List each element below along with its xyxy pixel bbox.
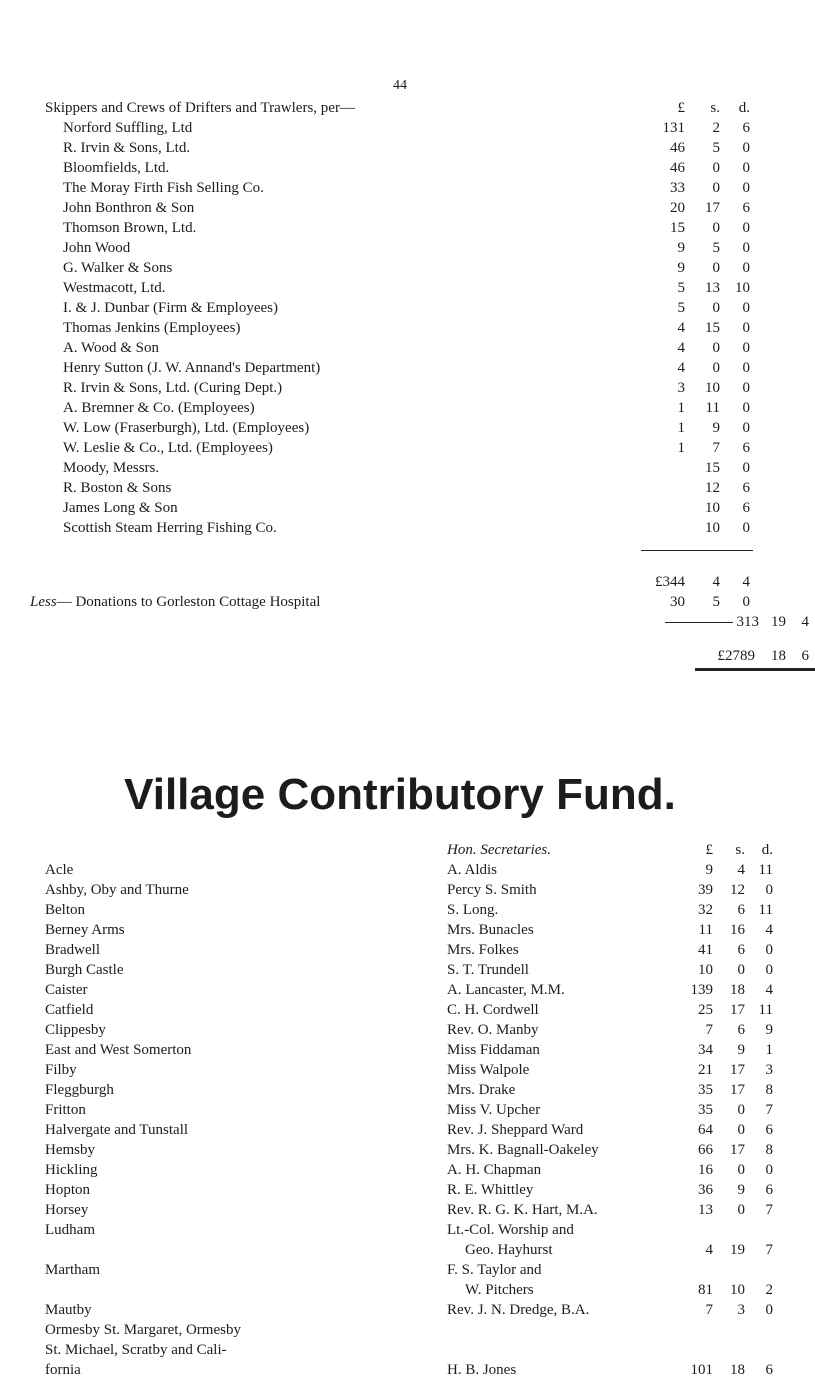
entry-pence: 0 <box>742 140 750 156</box>
amount-pence: 11 <box>758 902 773 918</box>
entry-pence: 0 <box>742 520 750 536</box>
net-pounds: 313 <box>736 614 759 630</box>
skippers-heading: Skippers and Crews of Drifters and Trawlers, per— <box>45 100 355 116</box>
table-row <box>45 1040 775 1060</box>
less-pounds: 30 <box>670 594 685 610</box>
amount-pence: 9 <box>765 1022 773 1038</box>
skippers-heading-row <box>45 98 765 118</box>
entry-name: John Bonthron & Son <box>63 200 195 216</box>
table-row <box>45 1300 775 1320</box>
table-row <box>45 900 775 920</box>
secretary-name: Mrs. K. Bagnall-Oakeley <box>447 1142 599 1158</box>
table-row <box>45 1260 775 1280</box>
entry-name: R. Irvin & Sons, Ltd. (Curing Dept.) <box>63 380 283 396</box>
table-row <box>45 920 775 940</box>
amount-pounds: 36 <box>698 1182 713 1198</box>
amount-pounds: 66 <box>698 1142 713 1158</box>
amount-pence: 0 <box>765 1302 773 1318</box>
amount-pounds: 7 <box>705 1302 713 1318</box>
secretary-name: Mrs. Bunacles <box>447 922 534 938</box>
amount-shillings: 19 <box>730 1242 745 1258</box>
table-row <box>45 1180 775 1200</box>
less-row <box>30 592 765 612</box>
amount-pounds: 139 <box>690 982 713 998</box>
pounds-header: £ <box>677 100 685 116</box>
amount-shillings: 6 <box>737 1022 745 1038</box>
table-row <box>45 1200 775 1220</box>
amount-shillings: 18 <box>730 982 745 998</box>
amount-shillings: 17 <box>730 1062 745 1078</box>
net-pence: 4 <box>801 614 809 630</box>
entry-shillings: 0 <box>712 220 720 236</box>
amount-pence: 4 <box>765 922 773 938</box>
amount-pounds: 7 <box>705 1022 713 1038</box>
table-row <box>45 138 765 158</box>
table-row <box>45 118 765 138</box>
amount-pounds: 64 <box>698 1122 713 1138</box>
table-row <box>45 518 765 538</box>
entry-shillings: 13 <box>705 280 720 296</box>
entry-shillings: 10 <box>705 500 720 516</box>
amount-shillings: 12 <box>730 882 745 898</box>
entry-pence: 0 <box>742 460 750 476</box>
grand-total-pence: 6 <box>801 648 809 664</box>
table-row-continuation <box>45 1240 775 1260</box>
amount-pounds: 21 <box>698 1062 713 1078</box>
amount-pence: 8 <box>765 1082 773 1098</box>
entry-pounds: 33 <box>670 180 685 196</box>
subtotal-row <box>45 572 765 592</box>
amount-shillings: 0 <box>737 1102 745 1118</box>
entry-shillings: 7 <box>712 440 720 456</box>
entry-pence: 0 <box>742 340 750 356</box>
table-row <box>45 298 765 318</box>
entry-pence: 0 <box>742 160 750 176</box>
table-row <box>45 418 765 438</box>
table-row <box>45 218 765 238</box>
entry-pence: 6 <box>742 120 750 136</box>
amount-pounds: 32 <box>698 902 713 918</box>
subtotal-pence: 4 <box>742 574 750 590</box>
entry-pence: 0 <box>742 360 750 376</box>
table-row <box>45 158 765 178</box>
entry-name: James Long & Son <box>63 500 178 516</box>
entry-pounds: 20 <box>670 200 685 216</box>
amount-pence: 2 <box>765 1282 773 1298</box>
secretary-name: S. Long. <box>447 902 499 918</box>
table-row <box>45 980 775 1000</box>
amount-pence: 11 <box>758 1002 773 1018</box>
entry-pounds: 9 <box>677 240 685 256</box>
village-name: Filby <box>45 1062 77 1078</box>
table-row <box>45 358 765 378</box>
amount-shillings: 3 <box>737 1302 745 1318</box>
table-row <box>45 1060 775 1080</box>
table-row <box>45 960 775 980</box>
entry-name: Thomas Jenkins (Employees) <box>63 320 241 336</box>
entry-shillings: 9 <box>712 420 720 436</box>
secretary-name: Rev. J. Sheppard Ward <box>447 1122 584 1138</box>
fund-pence-header: d. <box>761 842 773 858</box>
table-row <box>45 1320 775 1340</box>
net-shillings: 19 <box>771 614 786 630</box>
secretary-name: Miss Walpole <box>447 1062 530 1078</box>
entry-shillings: 10 <box>705 520 720 536</box>
village-name: Halvergate and Tunstall <box>45 1122 189 1138</box>
village-name: Hopton <box>45 1182 90 1198</box>
entry-pounds: 1 <box>677 420 685 436</box>
entry-pence: 6 <box>742 500 750 516</box>
grand-total-underline <box>695 668 815 671</box>
amount-shillings: 17 <box>730 1142 745 1158</box>
secretary-name: Geo. Hayhurst <box>465 1242 553 1258</box>
village-name: Hemsby <box>45 1142 95 1158</box>
village-name: East and West Somerton <box>45 1042 192 1058</box>
table-row <box>45 1140 775 1160</box>
subtotal-shillings: 4 <box>712 574 720 590</box>
amount-shillings: 4 <box>737 862 745 878</box>
entry-pence: 0 <box>742 400 750 416</box>
table-row <box>45 318 765 338</box>
table-row <box>45 498 765 518</box>
amount-shillings: 18 <box>730 1362 745 1378</box>
less-line <box>30 592 320 612</box>
subtotal-pounds: £344 <box>655 574 685 590</box>
entry-shillings: 5 <box>712 140 720 156</box>
entry-pounds: 4 <box>677 360 685 376</box>
table-row <box>45 940 775 960</box>
entry-name: Henry Sutton (J. W. Annand's Department) <box>63 360 321 376</box>
amount-shillings: 16 <box>730 922 745 938</box>
amount-pence: 6 <box>765 1122 773 1138</box>
net-dash-rule <box>665 622 733 623</box>
amount-pounds: 13 <box>698 1202 713 1218</box>
entry-pounds: 4 <box>677 340 685 356</box>
entry-pence: 0 <box>742 180 750 196</box>
entry-name: Scottish Steam Herring Fishing Co. <box>63 520 277 536</box>
fund-title: Village Contributory Fund. <box>124 770 676 819</box>
entry-name: R. Boston & Sons <box>63 480 172 496</box>
village-name: Fleggburgh <box>45 1082 114 1098</box>
entry-name: John Wood <box>63 240 131 256</box>
grand-total-row <box>45 646 809 666</box>
entry-pence: 6 <box>742 200 750 216</box>
secretary-name: Rev. O. Manby <box>447 1022 539 1038</box>
entry-name: G. Walker & Sons <box>63 260 173 276</box>
amount-shillings: 6 <box>737 942 745 958</box>
secretary-name: C. H. Cordwell <box>447 1002 539 1018</box>
entry-pounds: 1 <box>677 400 685 416</box>
secretary-name: Rev. R. G. K. Hart, M.A. <box>447 1202 598 1218</box>
table-row <box>45 178 765 198</box>
secretary-name: A. H. Chapman <box>447 1162 542 1178</box>
fund-pounds-header: £ <box>705 842 713 858</box>
village-name: fornia <box>45 1362 81 1378</box>
table-row <box>45 278 765 298</box>
secretary-name: A. Lancaster, M.M. <box>447 982 565 998</box>
amount-pence: 11 <box>758 862 773 878</box>
secretary-name: A. Aldis <box>447 862 498 878</box>
secretary-name: Rev. J. N. Dredge, B.A. <box>447 1302 590 1318</box>
amount-pounds: 81 <box>698 1282 713 1298</box>
village-name: Martham <box>45 1262 100 1278</box>
entry-name: I. & J. Dunbar (Firm & Employees) <box>63 300 278 316</box>
amount-pounds: 25 <box>698 1002 713 1018</box>
grand-total-pounds: £2789 <box>717 648 755 664</box>
amount-shillings: 9 <box>737 1042 745 1058</box>
entry-name: Westmacott, Ltd. <box>63 280 166 296</box>
entry-shillings: 12 <box>705 480 720 496</box>
grand-total-shillings: 18 <box>771 648 786 664</box>
amount-pounds: 34 <box>698 1042 713 1058</box>
amount-shillings: 9 <box>737 1182 745 1198</box>
entry-shillings: 0 <box>712 160 720 176</box>
table-row-continuation <box>45 1280 775 1300</box>
secretary-name: Mrs. Folkes <box>447 942 519 958</box>
secretary-name: S. T. Trundell <box>447 962 529 978</box>
entry-name: Moody, Messrs. <box>63 460 160 476</box>
entry-pence: 0 <box>742 260 750 276</box>
amount-pounds: 9 <box>705 862 713 878</box>
amount-shillings: 6 <box>737 902 745 918</box>
entry-pence: 0 <box>742 220 750 236</box>
table-row <box>45 1000 775 1020</box>
village-name: Catfield <box>45 1002 94 1018</box>
village-fund-table <box>45 840 775 1380</box>
table-row <box>45 438 765 458</box>
fund-header-row <box>45 840 775 860</box>
entry-shillings: 0 <box>712 300 720 316</box>
table-row <box>45 1160 775 1180</box>
secretary-name: F. S. Taylor and <box>447 1262 542 1278</box>
village-name: Horsey <box>45 1202 89 1218</box>
less-shillings: 5 <box>712 594 720 610</box>
table-row <box>45 1020 775 1040</box>
entry-pounds: 4 <box>677 320 685 336</box>
village-name: St. Michael, Scratby and Cali- <box>45 1342 227 1358</box>
subtotal-block <box>45 538 765 572</box>
amount-pence: 4 <box>765 982 773 998</box>
amount-pence: 0 <box>765 1162 773 1178</box>
page-number: 44 <box>393 78 407 93</box>
village-name: Burgh Castle <box>45 962 124 978</box>
secretary-name: H. B. Jones <box>447 1362 517 1378</box>
secretary-name: R. E. Whittley <box>447 1182 534 1198</box>
village-name: Berney Arms <box>45 922 125 938</box>
entry-pounds: 5 <box>677 280 685 296</box>
entry-pence: 0 <box>742 380 750 396</box>
entry-shillings: 11 <box>705 400 720 416</box>
amount-shillings: 0 <box>737 1162 745 1178</box>
entry-pence: 0 <box>742 320 750 336</box>
table-row <box>45 860 775 880</box>
amount-pounds: 35 <box>698 1102 713 1118</box>
entry-shillings: 0 <box>712 360 720 376</box>
entry-name: Norford Suffling, Ltd <box>63 120 193 136</box>
table-row <box>45 880 775 900</box>
amount-pence: 3 <box>765 1062 773 1078</box>
amount-shillings: 0 <box>737 1122 745 1138</box>
entry-shillings: 5 <box>712 240 720 256</box>
table-row <box>45 1080 775 1100</box>
amount-pence: 7 <box>765 1102 773 1118</box>
entry-shillings: 10 <box>705 380 720 396</box>
amount-pounds: 41 <box>698 942 713 958</box>
shillings-header: s. <box>710 100 720 116</box>
entry-name: The Moray Firth Fish Selling Co. <box>63 180 264 196</box>
entry-pounds: 9 <box>677 260 685 276</box>
amount-pence: 7 <box>765 1202 773 1218</box>
amount-pence: 7 <box>765 1242 773 1258</box>
less-label: Less <box>30 594 57 610</box>
secretary-name: Mrs. Drake <box>447 1082 516 1098</box>
table-row <box>45 1100 775 1120</box>
entry-pence: 0 <box>742 240 750 256</box>
entry-shillings: 2 <box>712 120 720 136</box>
entry-shillings: 0 <box>712 260 720 276</box>
secretary-name: Percy S. Smith <box>447 882 537 898</box>
entry-pounds: 131 <box>662 120 685 136</box>
entry-name: A. Wood & Son <box>63 340 160 356</box>
village-name: Bradwell <box>45 942 100 958</box>
net-row <box>45 612 809 632</box>
amount-pounds: 4 <box>705 1242 713 1258</box>
amount-shillings: 10 <box>730 1282 745 1298</box>
entry-pence: 6 <box>742 440 750 456</box>
secretary-name: Lt.-Col. Worship and <box>447 1222 574 1238</box>
entry-pence: 0 <box>742 300 750 316</box>
village-name: Fritton <box>45 1102 86 1118</box>
entry-pounds: 3 <box>677 380 685 396</box>
amount-shillings: 0 <box>737 1202 745 1218</box>
fund-list <box>45 860 775 1380</box>
pence-header: d. <box>738 100 750 116</box>
table-row <box>45 338 765 358</box>
subtotal-rule <box>641 550 753 551</box>
entry-pounds: 5 <box>677 300 685 316</box>
amount-pounds: 11 <box>698 922 713 938</box>
less-text: — Donations to Gorleston Cottage Hospital <box>56 594 321 610</box>
amount-pence: 8 <box>765 1142 773 1158</box>
table-row <box>45 198 765 218</box>
entry-name: Thomson Brown, Ltd. <box>63 220 197 236</box>
amount-pence: 0 <box>765 962 773 978</box>
village-name: Clippesby <box>45 1022 106 1038</box>
amount-pence: 0 <box>765 942 773 958</box>
village-name: Mautby <box>45 1302 92 1318</box>
secretary-name: Miss V. Upcher <box>447 1102 541 1118</box>
entry-shillings: 15 <box>705 460 720 476</box>
secretaries-header: Hon. Secretaries. <box>447 842 552 858</box>
entry-pounds: 1 <box>677 440 685 456</box>
amount-pounds: 35 <box>698 1082 713 1098</box>
entry-pence: 10 <box>735 280 750 296</box>
entry-pence: 6 <box>742 480 750 496</box>
skippers-list <box>45 118 765 538</box>
table-row-continuation <box>45 1340 775 1360</box>
entry-pounds: 15 <box>670 220 685 236</box>
amount-pounds: 10 <box>698 962 713 978</box>
village-name: Belton <box>45 902 85 918</box>
amount-pounds: 39 <box>698 882 713 898</box>
amount-pence: 1 <box>765 1042 773 1058</box>
entry-pence: 0 <box>742 420 750 436</box>
entry-shillings: 15 <box>705 320 720 336</box>
village-name: Ashby, Oby and Thurne <box>45 882 189 898</box>
table-row <box>45 238 765 258</box>
entry-name: Bloomfields, Ltd. <box>63 160 170 176</box>
table-row <box>45 378 765 398</box>
less-pence: 0 <box>742 594 750 610</box>
village-name: Ludham <box>45 1222 95 1238</box>
amount-pence: 0 <box>765 882 773 898</box>
amount-pence: 6 <box>765 1362 773 1378</box>
village-name: Acle <box>45 862 74 878</box>
village-name: Ormesby St. Margaret, Ormesby <box>45 1322 241 1338</box>
table-row <box>45 1220 775 1240</box>
village-name: Caister <box>45 982 88 998</box>
table-row <box>45 458 765 478</box>
village-name: Hickling <box>45 1162 98 1178</box>
entry-pounds: 46 <box>670 160 685 176</box>
amount-shillings: 17 <box>730 1082 745 1098</box>
entry-shillings: 17 <box>705 200 720 216</box>
table-row <box>45 258 765 278</box>
table-row <box>45 1120 775 1140</box>
table-row <box>45 478 765 498</box>
amount-shillings: 17 <box>730 1002 745 1018</box>
amount-pence: 6 <box>765 1182 773 1198</box>
table-row <box>45 398 765 418</box>
entry-name: W. Low (Fraserburgh), Ltd. (Employees) <box>63 420 310 436</box>
secretary-name: W. Pitchers <box>465 1282 534 1298</box>
entry-name: R. Irvin & Sons, Ltd. <box>63 140 191 156</box>
amount-pounds: 16 <box>698 1162 713 1178</box>
fund-shillings-header: s. <box>735 842 745 858</box>
entry-name: A. Bremner & Co. (Employees) <box>63 400 255 416</box>
amount-shillings: 0 <box>737 962 745 978</box>
entry-name: W. Leslie & Co., Ltd. (Employees) <box>63 440 273 456</box>
table-row-continuation <box>45 1360 775 1380</box>
entry-shillings: 0 <box>712 340 720 356</box>
entry-pounds: 46 <box>670 140 685 156</box>
skippers-section <box>30 98 809 666</box>
secretary-name: Miss Fiddaman <box>447 1042 540 1058</box>
amount-pounds: 101 <box>690 1362 713 1378</box>
entry-shillings: 0 <box>712 180 720 196</box>
